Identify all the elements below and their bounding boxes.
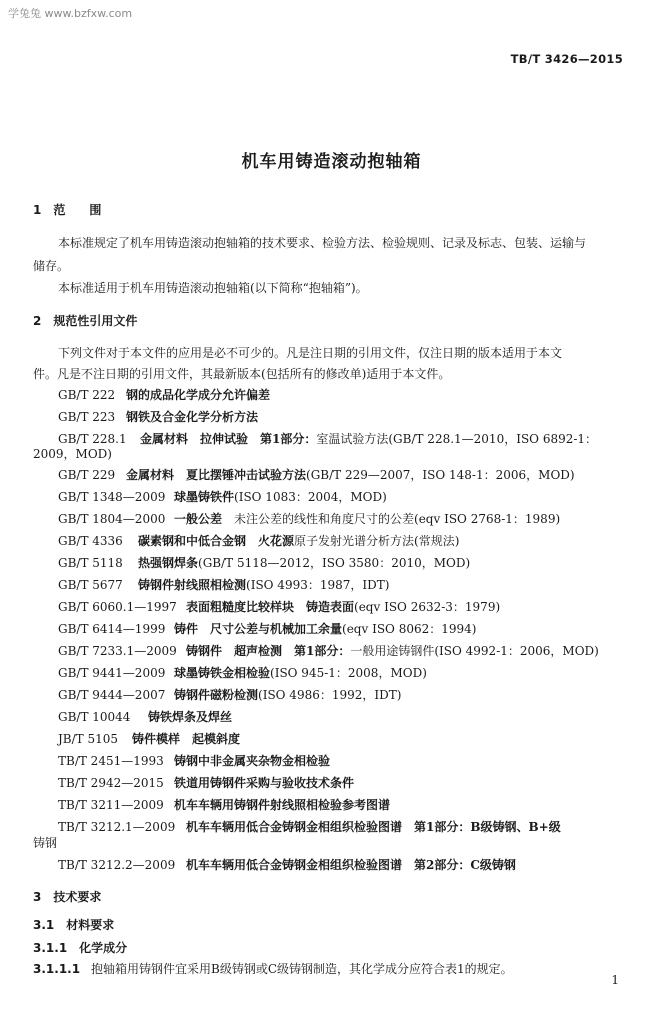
reference-extra: (GB/T 5118—2012，ISO 3580：2010，MOD) (198, 556, 471, 570)
standard-code: TB/T 3426—2015 (510, 52, 623, 66)
section-2-paragraph: 下列文件对于本文件的应用是必不可少的。凡是注日期的引用文件，仅注日期的版本适用于本文 (58, 346, 563, 360)
reference-code: GB/T 6414—1999 (58, 622, 166, 636)
watermark: 学兔兔 www.bzfxw.com (8, 7, 133, 20)
reference-code: GB/T 6060.1—1997 (58, 600, 177, 614)
section-1-heading: 1 范 围 (33, 203, 102, 217)
reference-title: 球墨铸铁金相检验 (174, 666, 271, 680)
reference-title: 金属材料 夏比摆锤冲击试验方法 (126, 468, 307, 482)
reference-title: 一般公差 (174, 512, 223, 526)
reference-extra: 一般用途铸钢件(ISO 4992-1：2006，MOD) (350, 644, 599, 658)
section-1-paragraph-1-cont: 储存。 (33, 259, 70, 273)
document-title: 机车用铸造滚动抱轴箱 (241, 152, 422, 172)
reference-title: 铁道用铸钢件采购与验收技术条件 (174, 776, 355, 790)
reference-extra: 室温试验方法(GB/T 228.1—2010，ISO 6892-1： (316, 432, 598, 446)
reference-item (58, 858, 516, 873)
reference-item (58, 512, 560, 527)
reference-code: GB/T 9441—2009 (58, 666, 166, 680)
reference-code: GB/T 1348—2009 (58, 490, 166, 504)
reference-title: 铸钢中非金属夹杂物金相检验 (174, 754, 331, 768)
reference-code: GB/T 223 (58, 410, 116, 424)
reference-title: 碳素钢和中低合金钢 火花源 (138, 534, 295, 548)
reference-extra: (ISO 1083：2004，MOD) (234, 490, 387, 504)
reference-code: JB/T 5105 (58, 732, 119, 746)
reference-item (58, 644, 599, 659)
reference-title: 球墨铸铁件 (174, 490, 235, 504)
reference-title: 铸钢件 超声检测 第1部分： (186, 644, 351, 658)
section-2-paragraph-cont: 件。凡是不注日期的引用文件，其最新版本(包括所有的修改单)适用于本文件。 (33, 367, 451, 381)
reference-item (58, 410, 258, 425)
clause-number: 3.1.1.1 (33, 962, 81, 976)
reference-code: TB/T 3212.2—2009 (58, 858, 176, 872)
reference-extra: 原子发射光谱分析方法(常规法) (294, 534, 460, 548)
reference-item (58, 578, 389, 593)
reference-title: 铸钢件射线照相检测 (138, 578, 247, 592)
reference-title: 表面粗糙度比较样块 铸造表面 (186, 600, 355, 614)
reference-extra: (eqv ISO 8062：1994) (342, 622, 477, 636)
reference-title: 机车车辆用低合金铸钢金相组织检验图谱 第2部分：C级铸钢 (186, 858, 516, 872)
reference-title: 铸件 尺寸公差与机械加工余量 (174, 622, 343, 636)
section-1-paragraph-1: 本标准规定了机车用铸造滚动抱轴箱的技术要求、检验方法、检验规则、记录及标志、包装、运输与 (58, 236, 587, 250)
reference-title: 机车车辆用低合金铸钢金相组织检验图谱 第1部分：B级铸钢、B+级 (186, 820, 561, 834)
reference-extra: (ISO 4993：1987，IDT) (246, 578, 390, 592)
reference-item (58, 622, 476, 637)
clause-text: 抱轴箱用铸钢件宜采用B级铸钢或C级铸钢制造，其化学成分应符合表1的规定。 (91, 962, 513, 976)
section-2-heading: 2 规范性引用文件 (33, 314, 138, 328)
reference-extra: 未注公差的线性和角度尺寸的公差(eqv ISO 2768-1：1989) (222, 512, 561, 526)
reference-code: GB/T 5677 (58, 578, 123, 592)
reference-item (58, 666, 427, 681)
reference-title: 金属材料 拉伸试验 第1部分： (140, 432, 317, 446)
reference-extra: (ISO 4986：1992，IDT) (258, 688, 402, 702)
reference-item (58, 600, 500, 615)
reference-title: 钢铁及合金化学分析方法 (126, 410, 259, 424)
section-1-paragraph-2: 本标准适用于机车用铸造滚动抱轴箱(以下简称“抱轴箱”)。 (58, 281, 368, 295)
reference-code: GB/T 228.1 (58, 432, 127, 446)
reference-code: TB/T 2451—1993 (58, 754, 164, 768)
reference-extra: (eqv ISO 2632-3：1979) (354, 600, 501, 614)
section-3-1-heading: 3.1 材料要求 (33, 918, 115, 932)
reference-code: TB/T 3211—2009 (58, 798, 164, 812)
reference-code: GB/T 222 (58, 388, 116, 402)
page-number: 1 (611, 973, 619, 987)
reference-item (58, 798, 390, 813)
reference-item (58, 468, 575, 483)
reference-code: TB/T 3212.1—2009 (58, 820, 176, 834)
reference-item (58, 688, 401, 703)
reference-item (58, 556, 470, 571)
clause-3-1-1-1 (33, 962, 513, 977)
reference-continuation: 2009，MOD) (33, 447, 112, 461)
reference-code: GB/T 7233.1—2009 (58, 644, 177, 658)
reference-item (58, 754, 330, 769)
reference-code: TB/T 2942—2015 (58, 776, 164, 790)
reference-title: 机车车辆用铸钢件射线照相检验参考图谱 (174, 798, 391, 812)
reference-item (58, 820, 561, 835)
reference-continuation: 铸钢 (33, 836, 58, 850)
reference-extra: (ISO 945-1：2008，MOD) (270, 666, 427, 680)
section-3-heading: 3 技术要求 (33, 890, 102, 904)
reference-item (58, 432, 597, 447)
reference-code: GB/T 5118 (58, 556, 123, 570)
section-3-1-1-heading: 3.1.1 化学成分 (33, 941, 128, 955)
reference-item (58, 710, 232, 725)
reference-extra: (GB/T 229—2007，ISO 148-1：2006，MOD) (306, 468, 575, 482)
reference-item (58, 388, 270, 403)
reference-code: GB/T 10044 (58, 710, 131, 724)
reference-code: GB/T 4336 (58, 534, 123, 548)
reference-code: GB/T 229 (58, 468, 116, 482)
reference-title: 热强钢焊条 (138, 556, 199, 570)
reference-item (58, 490, 387, 505)
reference-item (58, 776, 354, 791)
reference-title: 铸件模样 起模斜度 (132, 732, 241, 746)
reference-code: GB/T 9444—2007 (58, 688, 166, 702)
reference-title: 铸铁焊条及焊丝 (148, 710, 233, 724)
reference-title: 铸钢件磁粉检测 (174, 688, 259, 702)
reference-item (58, 732, 240, 747)
reference-item (58, 534, 459, 549)
reference-code: GB/T 1804—2000 (58, 512, 166, 526)
reference-title: 钢的成品化学成分允许偏差 (126, 388, 271, 402)
